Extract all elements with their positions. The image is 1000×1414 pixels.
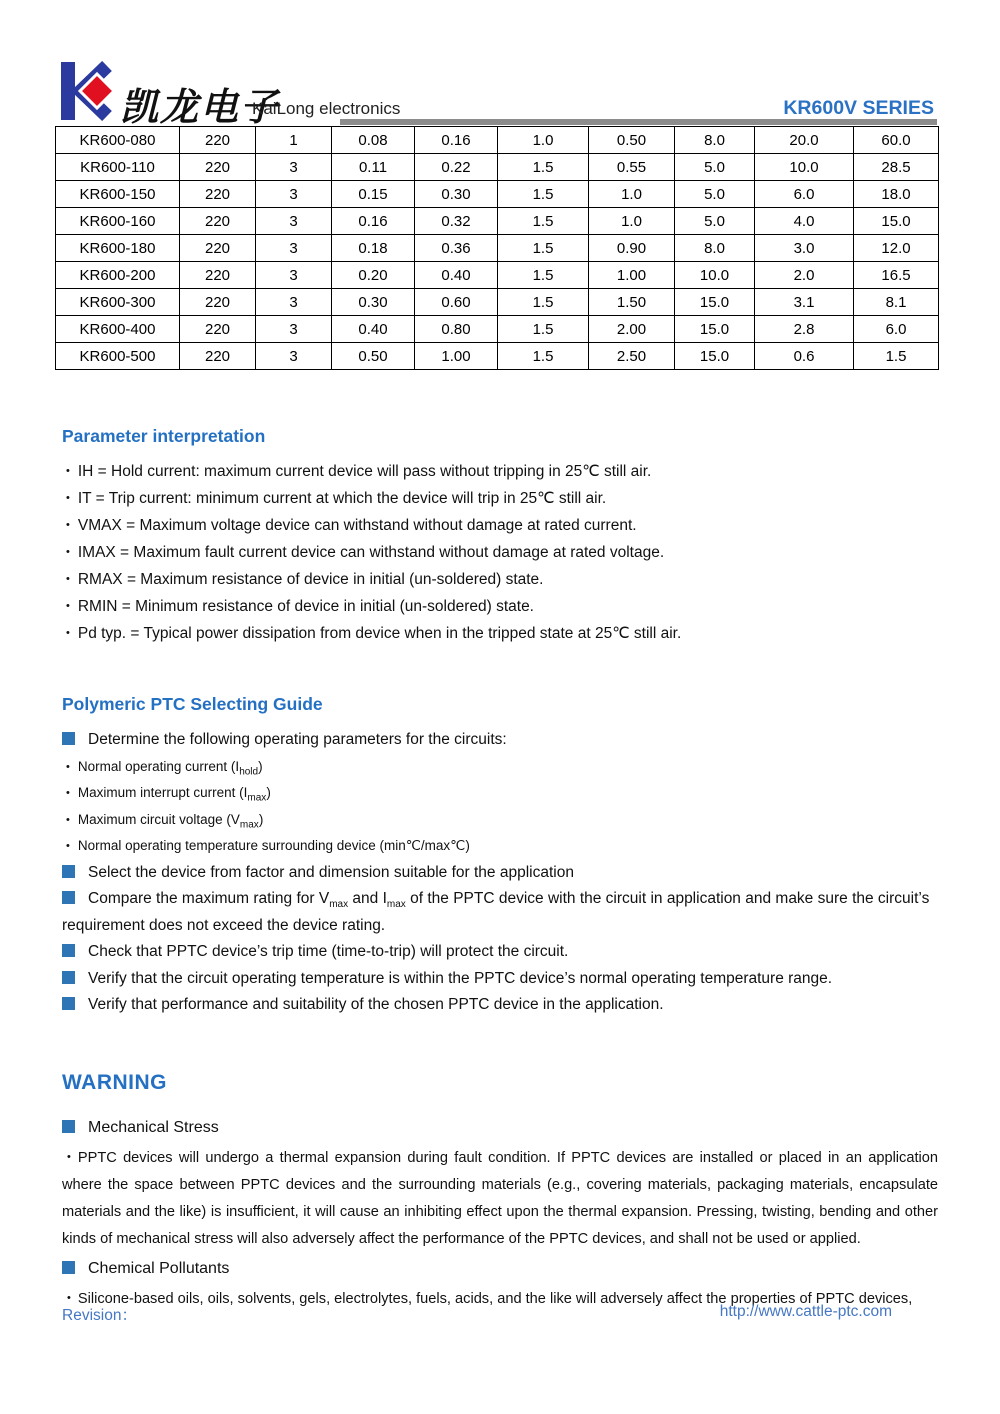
table-cell: 0.16 xyxy=(332,208,415,235)
table-cell: 1.5 xyxy=(498,154,589,181)
table-cell: 60.0 xyxy=(854,127,939,154)
square-bullet-icon xyxy=(62,1261,75,1274)
text-segment: of the PPTC device with the circuit in application and make sure the circuit’s requirement does not exceed the device rating. xyxy=(62,890,930,934)
table-cell: 1.5 xyxy=(498,235,589,262)
table-cell: 0.60 xyxy=(415,289,498,316)
guide-item-select xyxy=(62,860,938,887)
guide-item-label: Verify that the circuit operating temperature is within the PPTC device’s normal operating temperature range. xyxy=(88,969,833,987)
page-footer xyxy=(62,1303,938,1325)
guide-item-label: Determine the following operating parameters for the circuits: xyxy=(88,731,507,748)
table-cell: 0.30 xyxy=(415,181,498,208)
table-cell: 3 xyxy=(256,262,332,289)
table-cell: 220 xyxy=(180,208,256,235)
text-segment: Maximum circuit voltage (V xyxy=(77,811,240,827)
table-cell: 1.00 xyxy=(415,343,498,370)
table-cell: KR600-150 xyxy=(56,181,180,208)
guide-item-label: Select the device from factor and dimension suitable for the application xyxy=(88,863,574,881)
text-segment: Normal operating current (I xyxy=(77,758,240,774)
table-cell: 0.6 xyxy=(755,343,854,370)
warning-chemical-heading xyxy=(62,1255,938,1282)
guide-item-determine xyxy=(62,727,938,754)
guide-sub-item xyxy=(62,780,938,807)
table-cell: 1.5 xyxy=(498,262,589,289)
table-cell: 2.00 xyxy=(589,316,675,343)
table-cell: 1.00 xyxy=(589,262,675,289)
subscript-text: max xyxy=(386,899,406,911)
table-cell: 1 xyxy=(256,127,332,154)
table-cell: 1.5 xyxy=(498,289,589,316)
guide-item-check xyxy=(62,939,938,966)
square-bullet-icon xyxy=(62,944,75,957)
table-cell: 0.80 xyxy=(415,316,498,343)
table-cell: 28.5 xyxy=(854,154,939,181)
table-row xyxy=(56,262,939,289)
table-cell: 2.50 xyxy=(589,343,675,370)
table-cell: 1.0 xyxy=(498,127,589,154)
table-cell: 1.0 xyxy=(589,208,675,235)
table-cell: 0.20 xyxy=(332,262,415,289)
table-cell: 0.32 xyxy=(415,208,498,235)
table-row xyxy=(56,154,939,181)
text-segment: Maximum interrupt current (I xyxy=(77,785,248,800)
table-cell: 12.0 xyxy=(854,235,939,262)
parameter-interpretation-section xyxy=(62,426,938,647)
table-cell: 3 xyxy=(256,316,332,343)
parameter-item: • RMAX = Maximum resistance of device in initial (un-soldered) state. xyxy=(62,566,938,593)
guide-sub-item xyxy=(62,807,938,834)
parameter-interpretation-title: Parameter interpretation xyxy=(62,426,266,446)
guide-item-label: Check that PPTC device’s trip time (time-to-trip) will protect the circuit. xyxy=(88,943,569,960)
table-cell: KR600-500 xyxy=(56,343,180,370)
header-divider xyxy=(340,119,937,125)
table-cell: 8.1 xyxy=(854,289,939,316)
table-cell: 220 xyxy=(180,154,256,181)
table-cell: 2.8 xyxy=(755,316,854,343)
parameter-item: • IMAX = Maximum fault current device can withstand without damage at rated voltage. xyxy=(62,539,938,566)
table-cell: 4.0 xyxy=(755,208,854,235)
table-cell: 5.0 xyxy=(675,208,755,235)
table-cell: 1.5 xyxy=(498,208,589,235)
table-cell: 0.08 xyxy=(332,127,415,154)
revision-label: Revision： xyxy=(62,1307,137,1324)
warning-mechanical-text: • PPTC devices will undergo a thermal expansion during fault condition. If PPTC devices are installed or placed in an application where the space between PPTC devices and the surrounding materials (e.g., covering materials, packaging materials, encapsulate materials and the like) is insufficient, it will cause an inhibiting effect upon the thermal expansion. Pressing, twisting, bending and other kinds of mechanical stress will also adversely affect the performance of the PPTC devices, and shall not be used or applied. xyxy=(62,1144,938,1253)
guide-sub-item xyxy=(62,754,938,781)
table-cell: 220 xyxy=(180,343,256,370)
table-cell: 6.0 xyxy=(854,316,939,343)
spec-table xyxy=(55,126,939,370)
guide-item-label xyxy=(62,890,929,934)
logo-chinese-text: 凯龙电子 xyxy=(120,85,281,129)
table-cell: 3 xyxy=(256,154,332,181)
table-cell: 0.40 xyxy=(415,262,498,289)
selecting-guide-section xyxy=(62,694,938,1019)
guide-item-verify-temperature xyxy=(62,966,938,993)
table-cell: 0.22 xyxy=(415,154,498,181)
warning-heading-label: Mechanical Stress xyxy=(88,1118,219,1136)
table-cell: 1.0 xyxy=(589,181,675,208)
parameter-item: • RMIN = Minimum resistance of device in initial (un-soldered) state. xyxy=(62,593,938,620)
table-cell: 3 xyxy=(256,235,332,262)
table-cell: KR600-160 xyxy=(56,208,180,235)
table-cell: 3.1 xyxy=(755,289,854,316)
warning-chemical-text: • Silicone-based oils, oils, solvents, gels, electrolytes, fuels, acids, and the like will adversely affect the properties of PPTC devices, xyxy=(62,1285,938,1313)
table-cell: 220 xyxy=(180,127,256,154)
table-row xyxy=(56,316,939,343)
text-segment: ) xyxy=(258,758,263,774)
kailong-logo-icon xyxy=(55,61,119,121)
subscript-text: hold xyxy=(239,766,259,778)
guide-item-verify-performance xyxy=(62,992,938,1019)
table-cell: 220 xyxy=(180,289,256,316)
table-cell: 1.5 xyxy=(498,316,589,343)
guide-item-compare xyxy=(62,886,938,939)
parameter-item: • VMAX = Maximum voltage device can withstand without damage at rated current. xyxy=(62,512,938,539)
table-cell: 15.0 xyxy=(675,289,755,316)
subscript-text: max xyxy=(329,899,349,911)
table-cell: 8.0 xyxy=(675,127,755,154)
parameter-item: • Pd typ. = Typical power dissipation from device when in the tripped state at 25℃ still air. xyxy=(62,620,938,647)
table-cell: 20.0 xyxy=(755,127,854,154)
text-segment: Normal operating temperature surrounding device (min℃/max℃) xyxy=(77,838,470,853)
table-cell: 0.50 xyxy=(332,343,415,370)
table-cell: KR600-180 xyxy=(56,235,180,262)
table-cell: 0.50 xyxy=(589,127,675,154)
subscript-text: max xyxy=(247,792,267,804)
subscript-text: max xyxy=(239,819,259,831)
warning-section xyxy=(62,1071,938,1313)
table-cell: 0.90 xyxy=(589,235,675,262)
table-row xyxy=(56,208,939,235)
table-row xyxy=(56,181,939,208)
table-cell: 5.0 xyxy=(675,181,755,208)
table-cell: 0.36 xyxy=(415,235,498,262)
table-cell: 0.11 xyxy=(332,154,415,181)
table-cell: 15.0 xyxy=(854,208,939,235)
table-cell: KR600-300 xyxy=(56,289,180,316)
table-cell: 220 xyxy=(180,235,256,262)
table-cell: 0.55 xyxy=(589,154,675,181)
warning-heading-label: Chemical Pollutants xyxy=(88,1259,230,1277)
table-cell: 3 xyxy=(256,208,332,235)
square-bullet-icon xyxy=(62,891,75,904)
guide-item-label: Verify that performance and suitability of the chosen PPTC device in the application. xyxy=(88,996,664,1013)
table-cell: 8.0 xyxy=(675,235,755,262)
square-bullet-icon xyxy=(62,732,75,745)
table-cell: 15.0 xyxy=(675,343,755,370)
table-cell: 0.30 xyxy=(332,289,415,316)
table-cell: KR600-110 xyxy=(56,154,180,181)
table-cell: 15.0 xyxy=(675,316,755,343)
table-row xyxy=(56,289,939,316)
table-cell: 1.5 xyxy=(854,343,939,370)
text-segment: ) xyxy=(258,811,264,827)
warning-mechanical-heading xyxy=(62,1114,938,1141)
table-cell: 10.0 xyxy=(755,154,854,181)
table-cell: 3.0 xyxy=(755,235,854,262)
table-row xyxy=(56,235,939,262)
square-bullet-icon xyxy=(62,997,75,1010)
table-cell: 0.18 xyxy=(332,235,415,262)
company-name: KaiLong electronics xyxy=(252,99,401,118)
table-cell: 1.5 xyxy=(498,343,589,370)
table-cell: 1.5 xyxy=(498,181,589,208)
table-cell: 16.5 xyxy=(854,262,939,289)
table-cell: 5.0 xyxy=(675,154,755,181)
table-cell: 18.0 xyxy=(854,181,939,208)
text-segment: ) xyxy=(266,785,271,800)
table-row xyxy=(56,343,939,370)
table-cell: 3 xyxy=(256,343,332,370)
table-cell: 3 xyxy=(256,181,332,208)
selecting-guide-title: Polymeric PTC Selecting Guide xyxy=(62,694,323,714)
table-cell: KR600-080 xyxy=(56,127,180,154)
table-cell: 0.40 xyxy=(332,316,415,343)
table-cell: KR600-200 xyxy=(56,262,180,289)
table-cell: KR600-400 xyxy=(56,316,180,343)
text-segment: Compare the maximum rating for V xyxy=(88,890,330,907)
table-cell: 220 xyxy=(180,181,256,208)
square-bullet-icon xyxy=(62,1120,75,1133)
series-title: KR600V SERIES xyxy=(783,97,934,119)
table-cell: 3 xyxy=(256,289,332,316)
table-cell: 0.15 xyxy=(332,181,415,208)
table-cell: 0.16 xyxy=(415,127,498,154)
table-cell: 220 xyxy=(180,316,256,343)
table-cell: 2.0 xyxy=(755,262,854,289)
warning-title: WARNING xyxy=(62,1070,167,1094)
table-cell: 10.0 xyxy=(675,262,755,289)
website-link[interactable]: http://www.cattle-ptc.com xyxy=(719,1303,892,1320)
table-cell: 1.50 xyxy=(589,289,675,316)
table-cell: 220 xyxy=(180,262,256,289)
square-bullet-icon xyxy=(62,971,75,984)
text-segment: and I xyxy=(348,890,387,907)
table-cell: 6.0 xyxy=(755,181,854,208)
parameter-item: • IT = Trip current: minimum current at which the device will trip in 25℃ still air. xyxy=(62,485,938,512)
guide-sub-item xyxy=(62,833,938,860)
square-bullet-icon xyxy=(62,865,75,878)
parameter-item: • IH = Hold current: maximum current device will pass without tripping in 25℃ still air. xyxy=(62,458,938,485)
